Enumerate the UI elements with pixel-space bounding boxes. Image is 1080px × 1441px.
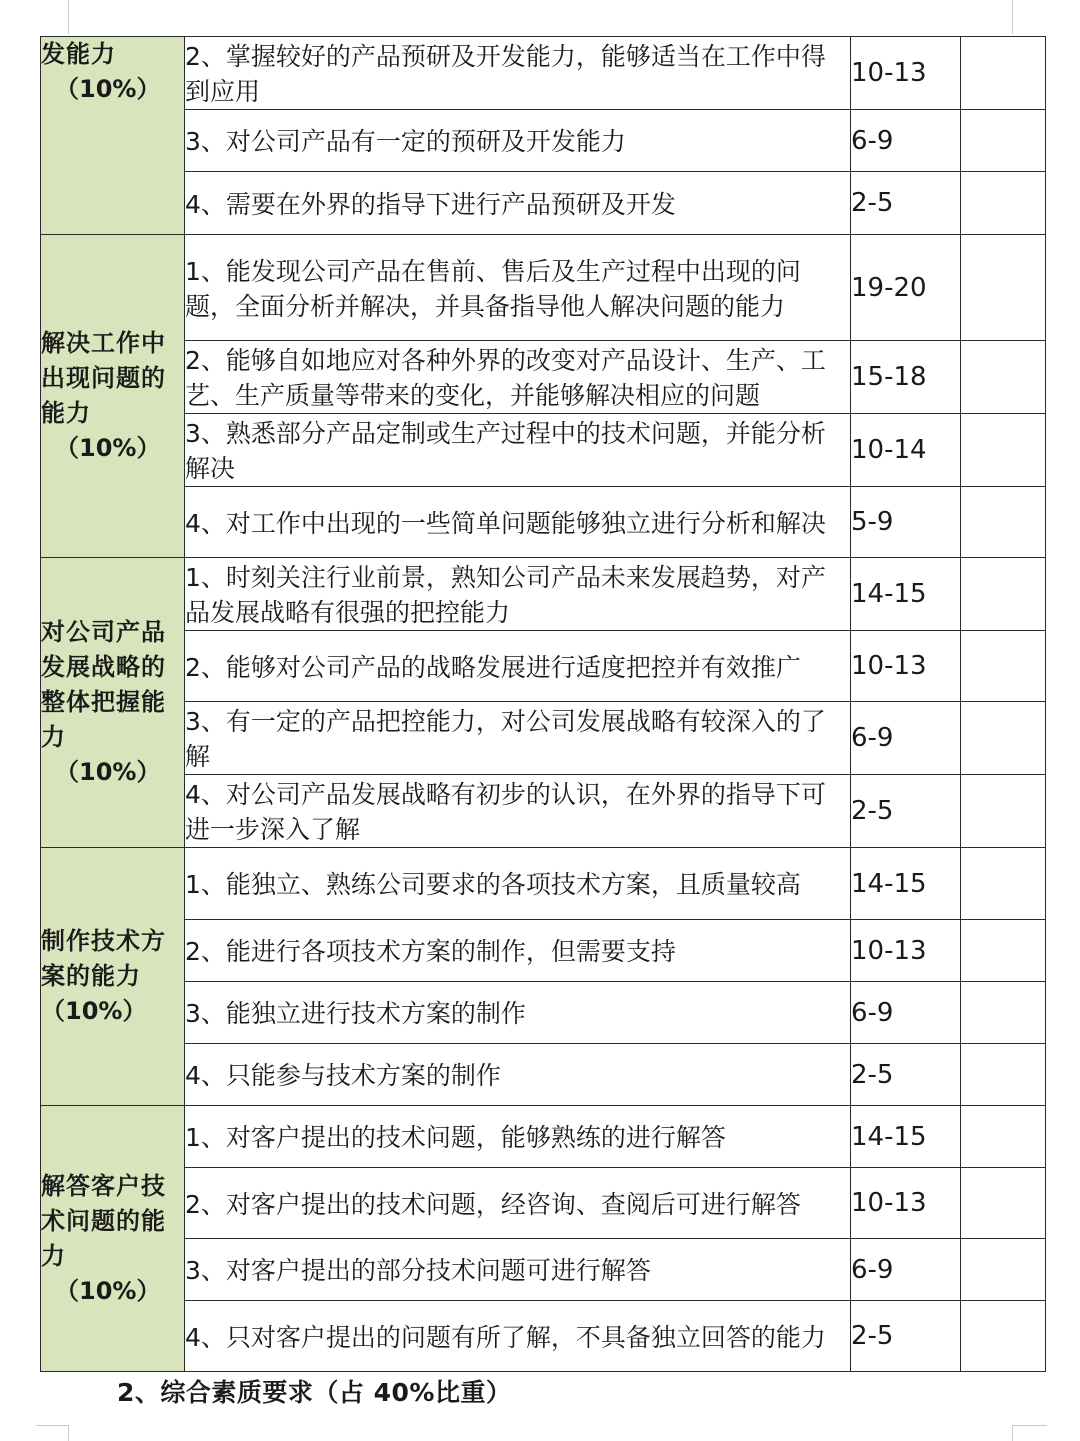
criterion-description: 4、只对客户提出的问题有所了解，不具备独立回答的能力: [185, 1301, 851, 1372]
score-range: 10-14: [851, 414, 961, 487]
score-range: 6-9: [851, 1239, 961, 1301]
score-range: 10-13: [851, 920, 961, 982]
score-input-cell[interactable]: [961, 172, 1046, 235]
criterion-description: 2、掌握较好的产品预研及开发能力，能够适当在工作中得到应用: [185, 37, 851, 110]
page-margin-mark-bottom-right: [1012, 1425, 1047, 1441]
criterion-description: 1、能发现公司产品在售前、售后及生产过程中出现的问题，全面分析并解决，并具备指导他人解决问题的能力: [185, 235, 851, 341]
score-range: 6-9: [851, 110, 961, 172]
score-range: 19-20: [851, 235, 961, 341]
criterion-description: 3、对客户提出的部分技术问题可进行解答: [185, 1239, 851, 1301]
criterion-description: 1、对客户提出的技术问题，能够熟练的进行解答: [185, 1106, 851, 1168]
score-range: 14-15: [851, 1106, 961, 1168]
score-range: 10-13: [851, 37, 961, 110]
criterion-description: 4、只能参与技术方案的制作: [185, 1044, 851, 1106]
category-weight: （10%）: [55, 1276, 161, 1305]
category-name: 解决工作中出现问题的能力: [41, 329, 166, 427]
criterion-description: 1、能独立、熟练公司要求的各项技术方案，且质量较高: [185, 848, 851, 920]
criterion-description: 3、对公司产品有一定的预研及开发能力: [185, 110, 851, 172]
criterion-description: 4、需要在外界的指导下进行产品预研及开发: [185, 172, 851, 235]
score-input-cell[interactable]: [961, 1168, 1046, 1239]
score-range: 10-13: [851, 631, 961, 702]
score-input-cell[interactable]: [961, 558, 1046, 631]
score-input-cell[interactable]: [961, 982, 1046, 1044]
table-row: [41, 1301, 1046, 1372]
score-input-cell[interactable]: [961, 341, 1046, 414]
score-input-cell[interactable]: [961, 37, 1046, 110]
category-name: 对公司产品发展战略的整体把握能力: [41, 618, 166, 751]
table-row: [41, 558, 1046, 631]
score-input-cell[interactable]: [961, 235, 1046, 341]
score-range: 15-18: [851, 341, 961, 414]
score-input-cell[interactable]: [961, 487, 1046, 558]
score-range: 2-5: [851, 775, 961, 848]
score-input-cell[interactable]: [961, 414, 1046, 487]
page-margin-mark-top-left: [36, 0, 69, 34]
score-input-cell[interactable]: [961, 848, 1046, 920]
criterion-description: 2、能进行各项技术方案的制作，但需要支持: [185, 920, 851, 982]
table-row: [41, 1168, 1046, 1239]
score-input-cell[interactable]: [961, 775, 1046, 848]
table-row: [41, 920, 1046, 982]
category-cell: [41, 1106, 185, 1372]
table-row: [41, 235, 1046, 341]
score-range: 2-5: [851, 172, 961, 235]
criterion-description: 2、能够对公司产品的战略发展进行适度把控并有效推广: [185, 631, 851, 702]
category-name: 解答客户技术问题的能力: [41, 1171, 166, 1270]
category-name: 发能力: [41, 40, 116, 68]
table-row: [41, 487, 1046, 558]
score-input-cell[interactable]: [961, 1106, 1046, 1168]
table-row: [41, 37, 1046, 110]
score-input-cell[interactable]: [961, 1239, 1046, 1301]
category-cell: [41, 37, 185, 235]
criterion-description: 4、对工作中出现的一些简单问题能够独立进行分析和解决: [185, 487, 851, 558]
table-row: [41, 341, 1046, 414]
table-row: [41, 702, 1046, 775]
score-range: 5-9: [851, 487, 961, 558]
category-weight: （10%）: [55, 758, 161, 786]
table-row: [41, 848, 1046, 920]
score-input-cell[interactable]: [961, 702, 1046, 775]
criterion-description: 3、能独立进行技术方案的制作: [185, 982, 851, 1044]
criterion-description: 4、对公司产品发展战略有初步的认识，在外界的指导下可进一步深入了解: [185, 775, 851, 848]
score-range: 2-5: [851, 1301, 961, 1372]
score-input-cell[interactable]: [961, 631, 1046, 702]
table-row: [41, 775, 1046, 848]
category-cell: [41, 848, 185, 1106]
score-range: 6-9: [851, 702, 961, 775]
evaluation-table: [40, 36, 1046, 1372]
page-margin-mark-top-right: [1012, 0, 1045, 34]
category-cell: [41, 558, 185, 848]
table-row: [41, 1044, 1046, 1106]
criterion-description: 2、对客户提出的技术问题，经咨询、查阅后可进行解答: [185, 1168, 851, 1239]
table-row: [41, 110, 1046, 172]
table-row: [41, 1239, 1046, 1301]
score-input-cell[interactable]: [961, 110, 1046, 172]
score-input-cell[interactable]: [961, 1301, 1046, 1372]
page-margin-mark-bottom-left: [36, 1425, 69, 1441]
score-range: 10-13: [851, 1168, 961, 1239]
category-weight: （10%）: [55, 434, 161, 462]
score-input-cell[interactable]: [961, 920, 1046, 982]
criterion-description: 3、熟悉部分产品定制或生产过程中的技术问题，并能分析解决: [185, 414, 851, 487]
table-row: [41, 982, 1046, 1044]
score-input-cell[interactable]: [961, 1044, 1046, 1106]
category-weight: （10%）: [41, 997, 147, 1025]
table-row: [41, 631, 1046, 702]
criterion-description: 1、时刻关注行业前景，熟知公司产品未来发展趋势，对产品发展战略有很强的把控能力: [185, 558, 851, 631]
section-heading: 2、综合素质要求（占 40%比重）: [117, 1378, 512, 1407]
table-row: [41, 414, 1046, 487]
table-row: [41, 172, 1046, 235]
score-range: 14-15: [851, 558, 961, 631]
category-name: 制作技术方案的能力: [41, 927, 166, 990]
score-range: 2-5: [851, 1044, 961, 1106]
score-range: 6-9: [851, 982, 961, 1044]
table-row: [41, 1106, 1046, 1168]
criterion-description: 3、有一定的产品把控能力，对公司发展战略有较深入的了解: [185, 702, 851, 775]
category-weight: （10%）: [55, 75, 161, 103]
category-cell: [41, 235, 185, 558]
criterion-description: 2、能够自如地应对各种外界的改变对产品设计、生产、工艺、生产质量等带来的变化，并能够解决相应的问题: [185, 341, 851, 414]
score-range: 14-15: [851, 848, 961, 920]
